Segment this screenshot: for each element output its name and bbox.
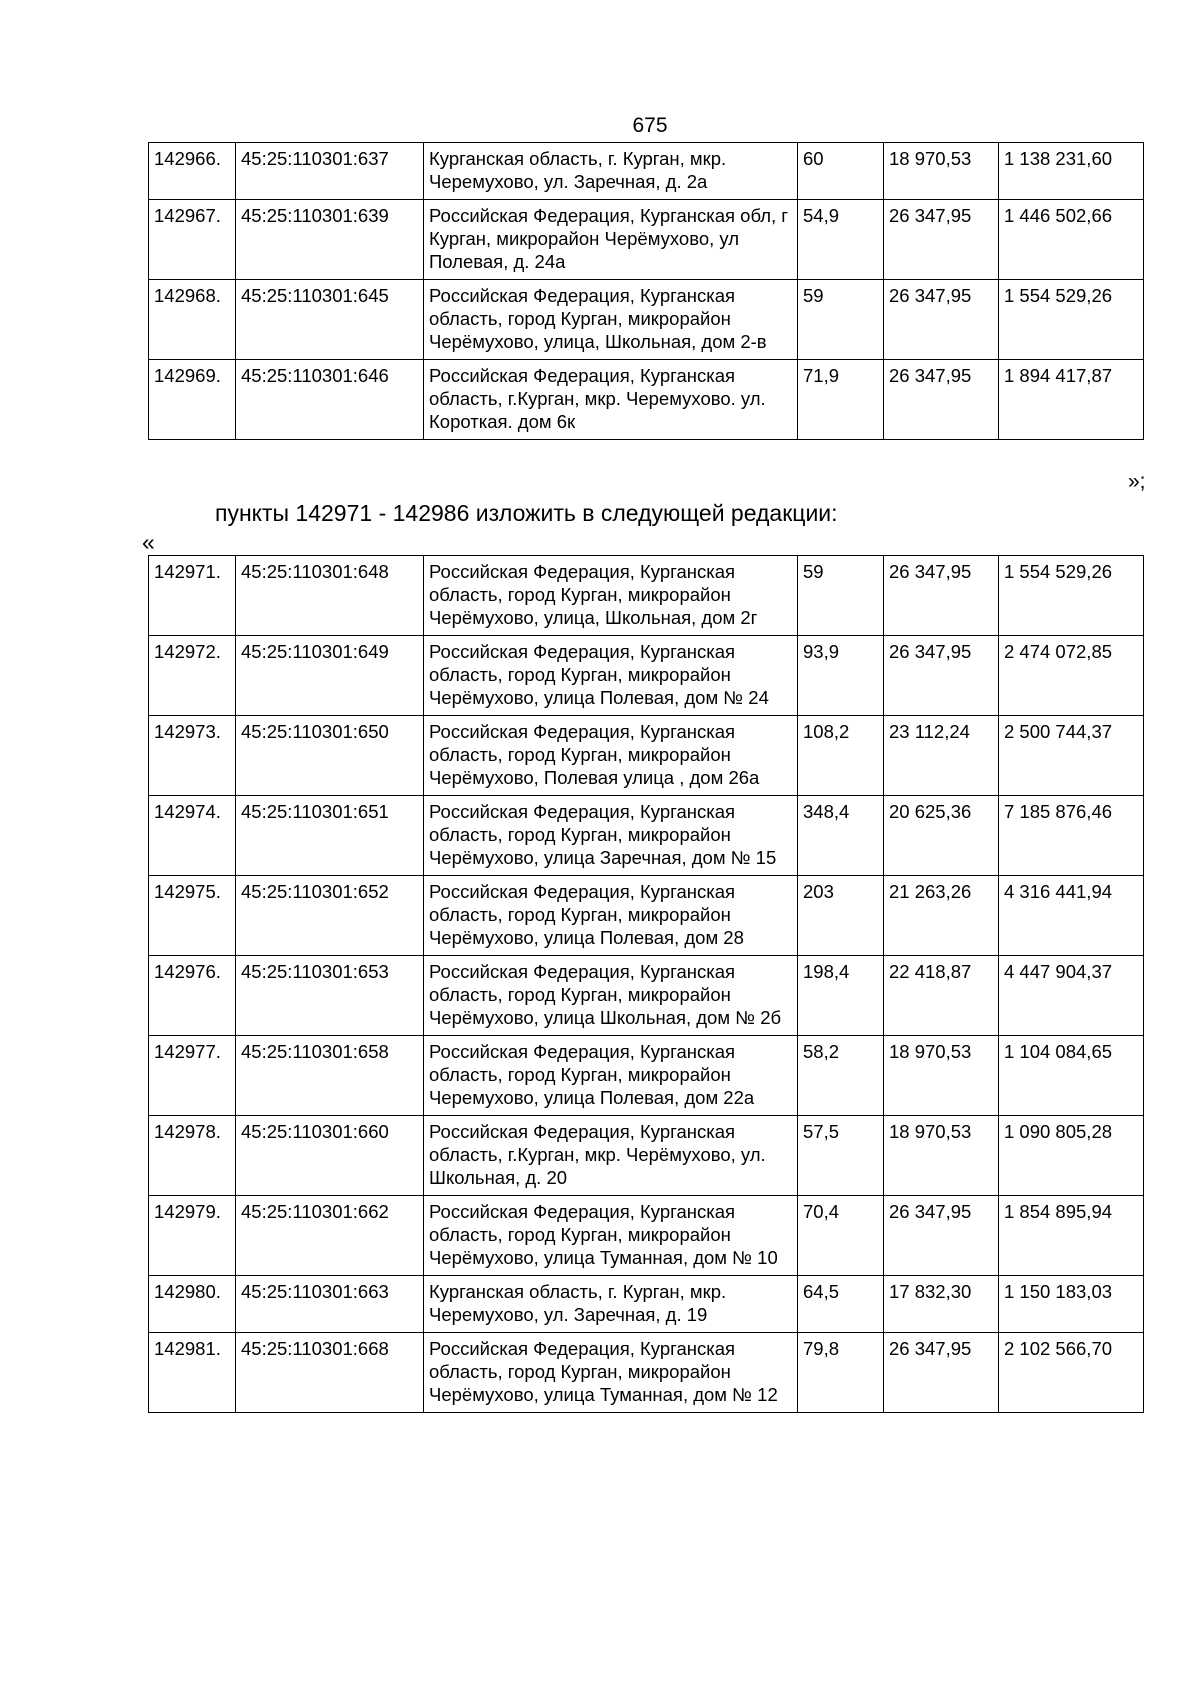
area-cell: 58,2 [798, 1036, 884, 1116]
table-row [149, 876, 1144, 956]
row-number-cell: 142971. [149, 556, 236, 636]
cadastral-value-cell: 4 316 441,94 [999, 876, 1144, 956]
cadastral-rate-cell: 26 347,95 [884, 636, 999, 716]
address-cell: Российская Федерация, Курганская обл, г Курган, микрорайон Черёмухово, ул Полевая, д. 24а [424, 200, 798, 280]
row-number-cell: 142972. [149, 636, 236, 716]
address-cell: Российская Федерация, Курганская область, город Курган, микрорайон Черёмухово, улица, Школьная, дом 2г [424, 556, 798, 636]
address-cell: Российская Федерация, Курганская область, г.Курган, мкр. Черемухово. ул. Короткая. дом 6к [424, 360, 798, 440]
cadastral-rate-cell: 21 263,26 [884, 876, 999, 956]
property-table-amended [148, 555, 1144, 1413]
cadastral-number-cell: 45:25:110301:663 [236, 1276, 424, 1333]
cadastral-value-cell: 1 854 895,94 [999, 1196, 1144, 1276]
row-number-cell: 142968. [149, 280, 236, 360]
cadastral-value-cell: 1 554 529,26 [999, 280, 1144, 360]
address-cell: Российская Федерация, Курганская область, город Курган, микрорайон Черёмухово, улица Туманная, дом № 10 [424, 1196, 798, 1276]
cadastral-value-cell: 2 500 744,37 [999, 716, 1144, 796]
row-number-cell: 142978. [149, 1116, 236, 1196]
opening-quote: « [142, 529, 155, 555]
cadastral-number-cell: 45:25:110301:650 [236, 716, 424, 796]
cadastral-rate-cell: 18 970,53 [884, 143, 999, 200]
table-body [149, 556, 1144, 1413]
cadastral-value-cell: 2 474 072,85 [999, 636, 1144, 716]
address-cell: Российская Федерация, Курганская область, город Курган, микрорайон Черёмухово, улица Школьная, дом № 2б [424, 956, 798, 1036]
cadastral-rate-cell: 26 347,95 [884, 556, 999, 636]
area-cell: 59 [798, 556, 884, 636]
page-number: 675 [632, 114, 668, 137]
cadastral-rate-cell: 22 418,87 [884, 956, 999, 1036]
cadastral-value-cell: 2 102 566,70 [999, 1333, 1144, 1413]
table-row [149, 280, 1144, 360]
area-cell: 348,4 [798, 796, 884, 876]
table-row [149, 956, 1144, 1036]
cadastral-number-cell: 45:25:110301:662 [236, 1196, 424, 1276]
cadastral-value-cell: 1 894 417,87 [999, 360, 1144, 440]
address-cell: Курганская область, г. Курган, мкр. Черемухово, ул. Заречная, д. 2а [424, 143, 798, 200]
row-number-cell: 142980. [149, 1276, 236, 1333]
cadastral-number-cell: 45:25:110301:646 [236, 360, 424, 440]
table-row [149, 716, 1144, 796]
cadastral-rate-cell: 26 347,95 [884, 360, 999, 440]
area-cell: 54,9 [798, 200, 884, 280]
table-row [149, 1116, 1144, 1196]
address-cell: Российская Федерация, Курганская область, город Курган, микрорайон Черёмухово, улица Заречная, дом № 15 [424, 796, 798, 876]
area-cell: 64,5 [798, 1276, 884, 1333]
table-row [149, 360, 1144, 440]
cadastral-rate-cell: 26 347,95 [884, 200, 999, 280]
cadastral-value-cell: 1 090 805,28 [999, 1116, 1144, 1196]
address-cell: Российская Федерация, Курганская область, город Курган, микрорайон Черёмухово, улица Полевая, дом № 24 [424, 636, 798, 716]
cadastral-value-cell: 1 446 502,66 [999, 200, 1144, 280]
area-cell: 71,9 [798, 360, 884, 440]
amendment-instruction: пункты 142971 - 142986 изложить в следующей редакции: [215, 500, 838, 526]
row-number-cell: 142966. [149, 143, 236, 200]
area-cell: 108,2 [798, 716, 884, 796]
area-cell: 198,4 [798, 956, 884, 1036]
table-row [149, 796, 1144, 876]
cadastral-rate-cell: 26 347,95 [884, 1196, 999, 1276]
cadastral-value-cell: 7 185 876,46 [999, 796, 1144, 876]
cadastral-number-cell: 45:25:110301:648 [236, 556, 424, 636]
row-number-cell: 142969. [149, 360, 236, 440]
cadastral-rate-cell: 26 347,95 [884, 1333, 999, 1413]
area-cell: 79,8 [798, 1333, 884, 1413]
row-number-cell: 142974. [149, 796, 236, 876]
area-cell: 57,5 [798, 1116, 884, 1196]
row-number-cell: 142975. [149, 876, 236, 956]
cadastral-rate-cell: 20 625,36 [884, 796, 999, 876]
cadastral-number-cell: 45:25:110301:658 [236, 1036, 424, 1116]
table-row [149, 556, 1144, 636]
cadastral-number-cell: 45:25:110301:637 [236, 143, 424, 200]
row-number-cell: 142979. [149, 1196, 236, 1276]
cadastral-rate-cell: 18 970,53 [884, 1116, 999, 1196]
cadastral-value-cell: 4 447 904,37 [999, 956, 1144, 1036]
table-row [149, 1276, 1144, 1333]
table-row [149, 143, 1144, 200]
table-row [149, 1036, 1144, 1116]
area-cell: 93,9 [798, 636, 884, 716]
cadastral-number-cell: 45:25:110301:649 [236, 636, 424, 716]
table-row [149, 1196, 1144, 1276]
cadastral-rate-cell: 23 112,24 [884, 716, 999, 796]
address-cell: Российская Федерация, Курганская область, город Курган, микрорайон Черёмухово, улица Полевая, дом 28 [424, 876, 798, 956]
address-cell: Курганская область, г. Курган, мкр. Черемухово, ул. Заречная, д. 19 [424, 1276, 798, 1333]
cadastral-number-cell: 45:25:110301:668 [236, 1333, 424, 1413]
table-row [149, 636, 1144, 716]
table-row [149, 200, 1144, 280]
cadastral-value-cell: 1 104 084,65 [999, 1036, 1144, 1116]
row-number-cell: 142973. [149, 716, 236, 796]
cadastral-value-cell: 1 150 183,03 [999, 1276, 1144, 1333]
row-number-cell: 142976. [149, 956, 236, 1036]
address-cell: Российская Федерация, Курганская область, город Курган, микрорайон Черёмухово, Полевая улица , дом 26а [424, 716, 798, 796]
cadastral-number-cell: 45:25:110301:653 [236, 956, 424, 1036]
cadastral-number-cell: 45:25:110301:652 [236, 876, 424, 956]
cadastral-rate-cell: 26 347,95 [884, 280, 999, 360]
row-number-cell: 142967. [149, 200, 236, 280]
property-table-previous [148, 142, 1144, 440]
cadastral-number-cell: 45:25:110301:645 [236, 280, 424, 360]
table-row [149, 1333, 1144, 1413]
address-cell: Российская Федерация, Курганская область, город Курган, микрорайон Черёмухово, улица, Школьная, дом 2-в [424, 280, 798, 360]
address-cell: Российская Федерация, Курганская область, город Курган, микрорайон Черёмухово, улица Туманная, дом № 12 [424, 1333, 798, 1413]
address-cell: Российская Федерация, Курганская область, г.Курган, мкр. Черёмухово, ул. Школьная, д. 20 [424, 1116, 798, 1196]
row-number-cell: 142981. [149, 1333, 236, 1413]
cadastral-rate-cell: 18 970,53 [884, 1036, 999, 1116]
area-cell: 203 [798, 876, 884, 956]
row-number-cell: 142977. [149, 1036, 236, 1116]
cadastral-value-cell: 1 554 529,26 [999, 556, 1144, 636]
area-cell: 70,4 [798, 1196, 884, 1276]
address-cell: Российская Федерация, Курганская область, город Курган, микрорайон Черемухово, улица Полевая, дом 22а [424, 1036, 798, 1116]
area-cell: 59 [798, 280, 884, 360]
table-body [149, 143, 1144, 440]
cadastral-number-cell: 45:25:110301:651 [236, 796, 424, 876]
cadastral-number-cell: 45:25:110301:660 [236, 1116, 424, 1196]
area-cell: 60 [798, 143, 884, 200]
cadastral-value-cell: 1 138 231,60 [999, 143, 1144, 200]
cadastral-number-cell: 45:25:110301:639 [236, 200, 424, 280]
closing-quote: »; [1128, 470, 1146, 493]
cadastral-rate-cell: 17 832,30 [884, 1276, 999, 1333]
